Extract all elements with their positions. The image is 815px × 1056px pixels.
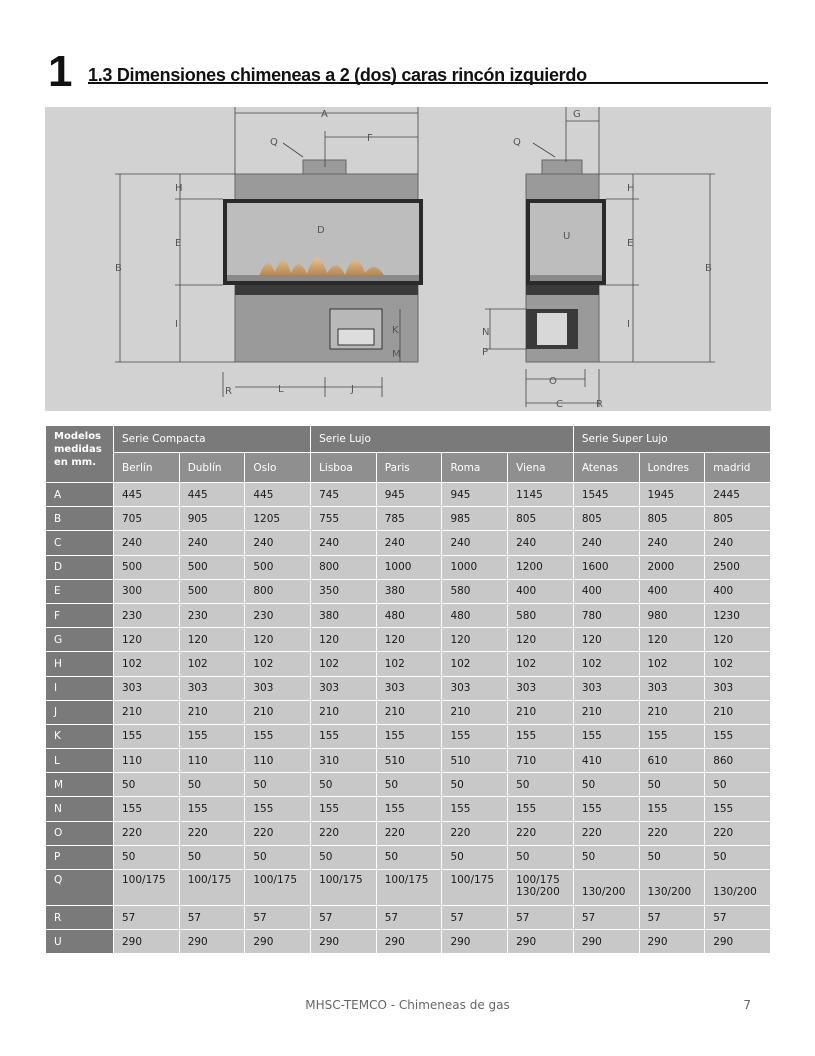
- table-cell: 290: [245, 930, 311, 954]
- table-cell: 220: [245, 821, 311, 845]
- table-cell: 210: [376, 700, 442, 724]
- table-cell: 240: [639, 531, 705, 555]
- table-cell: 120: [311, 628, 377, 652]
- table-cell: 50: [508, 773, 574, 797]
- model-header: Viena: [508, 453, 574, 483]
- row-label: R: [46, 906, 114, 930]
- table-cell: 240: [705, 531, 771, 555]
- table-cell: 580: [508, 603, 574, 627]
- label-Q: Q: [270, 137, 278, 148]
- label-I-side: I: [627, 319, 630, 330]
- table-cell: 210: [114, 700, 180, 724]
- table-cell: 500: [179, 579, 245, 603]
- table-cell: 57: [245, 906, 311, 930]
- series-header-row: [46, 426, 771, 453]
- model-header: Roma: [442, 453, 508, 483]
- table-cell: 240: [508, 531, 574, 555]
- table-cell: 120: [639, 628, 705, 652]
- model-header: madrid: [705, 453, 771, 483]
- table-cell: 805: [508, 507, 574, 531]
- table-cell: 50: [442, 845, 508, 869]
- table-cell: 57: [311, 906, 377, 930]
- table-cell: 800: [245, 579, 311, 603]
- table-cell: 1145: [508, 483, 574, 507]
- table-cell: 480: [376, 603, 442, 627]
- table-cell: 220: [311, 821, 377, 845]
- table-row: [46, 531, 771, 555]
- row-label: Q: [46, 870, 114, 906]
- table-cell: 985: [442, 507, 508, 531]
- table-cell: 50: [639, 773, 705, 797]
- table-cell: 50: [179, 773, 245, 797]
- table-cell: 220: [114, 821, 180, 845]
- model-header: Berlín: [114, 453, 180, 483]
- table-cell: 500: [179, 555, 245, 579]
- table-cell: 980: [639, 603, 705, 627]
- table-cell: 102: [639, 652, 705, 676]
- table-row: [46, 906, 771, 930]
- table-cell: 410: [573, 749, 639, 773]
- table-cell: 290: [442, 930, 508, 954]
- table-cell: 100/175: [114, 870, 180, 906]
- table-cell: 945: [442, 483, 508, 507]
- table-row: [46, 845, 771, 869]
- table-cell: 50: [573, 773, 639, 797]
- table-cell: 57: [179, 906, 245, 930]
- table-cell: 1200: [508, 555, 574, 579]
- table-cell: 785: [376, 507, 442, 531]
- table-cell: 240: [245, 531, 311, 555]
- table-row: [46, 870, 771, 906]
- label-E-side: E: [627, 238, 634, 249]
- corner-header: Modelos medidas en mm.: [46, 426, 114, 483]
- table-cell: 155: [508, 797, 574, 821]
- row-label: B: [46, 507, 114, 531]
- table-cell: 102: [705, 652, 771, 676]
- label-O: O: [549, 376, 557, 387]
- table-cell: 220: [573, 821, 639, 845]
- table-cell: 120: [442, 628, 508, 652]
- table-cell: 155: [573, 724, 639, 748]
- table-row: [46, 797, 771, 821]
- table-cell: 220: [639, 821, 705, 845]
- table-cell: 100/175: [442, 870, 508, 906]
- table-cell: 220: [179, 821, 245, 845]
- row-label: J: [46, 700, 114, 724]
- table-cell: 102: [376, 652, 442, 676]
- table-cell: 210: [311, 700, 377, 724]
- table-cell: 110: [114, 749, 180, 773]
- label-B: B: [115, 263, 122, 274]
- model-header: Dublín: [179, 453, 245, 483]
- table-cell: 1545: [573, 483, 639, 507]
- table-cell: 50: [573, 845, 639, 869]
- table-row: [46, 628, 771, 652]
- label-L: L: [278, 384, 284, 395]
- table-cell: 210: [573, 700, 639, 724]
- table-cell: 50: [705, 845, 771, 869]
- table-cell: 155: [442, 797, 508, 821]
- table-cell: 290: [508, 930, 574, 954]
- model-header: Paris: [376, 453, 442, 483]
- table-cell: 130/200: [639, 870, 705, 906]
- table-cell: 120: [114, 628, 180, 652]
- table-cell: 155: [245, 797, 311, 821]
- table-row: [46, 507, 771, 531]
- table-cell: 610: [639, 749, 705, 773]
- table-cell: 240: [311, 531, 377, 555]
- table-cell: 50: [114, 845, 180, 869]
- table-cell: 2000: [639, 555, 705, 579]
- table-cell: 755: [311, 507, 377, 531]
- table-cell: 240: [179, 531, 245, 555]
- row-label: P: [46, 845, 114, 869]
- series-header: Serie Compacta: [114, 426, 311, 453]
- table-cell: 155: [245, 724, 311, 748]
- table-cell: 210: [442, 700, 508, 724]
- table-cell: 310: [311, 749, 377, 773]
- table-cell: 50: [311, 773, 377, 797]
- label-H-side: H: [627, 183, 635, 194]
- table-cell: 230: [179, 603, 245, 627]
- label-C: C: [556, 399, 563, 410]
- table-cell: 102: [311, 652, 377, 676]
- label-G: G: [573, 109, 581, 120]
- label-R-side: R: [596, 399, 603, 410]
- table-cell: 303: [639, 676, 705, 700]
- table-cell: 303: [573, 676, 639, 700]
- table-row: [46, 579, 771, 603]
- table-row: [46, 652, 771, 676]
- dimensions-table: [45, 425, 771, 954]
- table-cell: 780: [573, 603, 639, 627]
- table-cell: 290: [639, 930, 705, 954]
- row-label: N: [46, 797, 114, 821]
- row-label: H: [46, 652, 114, 676]
- table-row: [46, 749, 771, 773]
- table-cell: 1205: [245, 507, 311, 531]
- label-F: F: [367, 133, 373, 144]
- table-cell: 290: [311, 930, 377, 954]
- table-cell: 400: [508, 579, 574, 603]
- table-cell: 445: [245, 483, 311, 507]
- table-cell: 100/175: [179, 870, 245, 906]
- table-cell: 57: [508, 906, 574, 930]
- row-label: G: [46, 628, 114, 652]
- label-E: E: [175, 238, 182, 249]
- label-D: D: [317, 225, 325, 236]
- row-label: U: [46, 930, 114, 954]
- table-cell: 1945: [639, 483, 705, 507]
- row-label: L: [46, 749, 114, 773]
- model-header: Londres: [639, 453, 705, 483]
- table-cell: 240: [573, 531, 639, 555]
- table-cell: 50: [508, 845, 574, 869]
- footer-text: MHSC-TEMCO - Chimeneas de gas: [305, 998, 510, 1012]
- table-cell: 220: [705, 821, 771, 845]
- table-cell: 290: [376, 930, 442, 954]
- table-cell: 445: [114, 483, 180, 507]
- table-cell: 303: [376, 676, 442, 700]
- table-cell: 57: [376, 906, 442, 930]
- table-cell: 100/175 130/200: [508, 870, 574, 906]
- table-cell: 500: [114, 555, 180, 579]
- table-cell: 155: [376, 724, 442, 748]
- table-cell: 290: [573, 930, 639, 954]
- table-cell: 210: [508, 700, 574, 724]
- table-cell: 303: [705, 676, 771, 700]
- table-row: [46, 603, 771, 627]
- table-cell: 155: [311, 724, 377, 748]
- table-cell: 510: [442, 749, 508, 773]
- table-cell: 710: [508, 749, 574, 773]
- table-cell: 57: [705, 906, 771, 930]
- table-cell: 155: [114, 797, 180, 821]
- table-cell: 580: [442, 579, 508, 603]
- table-cell: 155: [311, 797, 377, 821]
- table-cell: 155: [179, 724, 245, 748]
- label-K: K: [392, 325, 399, 336]
- table-cell: 945: [376, 483, 442, 507]
- table-cell: 480: [442, 603, 508, 627]
- dimension-diagram: [45, 107, 771, 411]
- label-I: I: [175, 319, 178, 330]
- table-cell: 130/200: [705, 870, 771, 906]
- table-cell: 155: [179, 797, 245, 821]
- table-cell: 380: [311, 603, 377, 627]
- table-cell: 210: [639, 700, 705, 724]
- series-header: Serie Super Lujo: [573, 426, 770, 453]
- table-cell: 155: [114, 724, 180, 748]
- table-cell: 57: [442, 906, 508, 930]
- table-cell: 240: [442, 531, 508, 555]
- table-row: [46, 724, 771, 748]
- chapter-number: 1: [48, 47, 73, 96]
- table-cell: 380: [376, 579, 442, 603]
- series-header: Serie Lujo: [311, 426, 574, 453]
- table-cell: 510: [376, 749, 442, 773]
- table-body: [46, 483, 771, 954]
- table-cell: 303: [311, 676, 377, 700]
- row-label: I: [46, 676, 114, 700]
- table-cell: 50: [376, 773, 442, 797]
- table-cell: 130/200: [573, 870, 639, 906]
- table-cell: 102: [114, 652, 180, 676]
- table-cell: 120: [573, 628, 639, 652]
- table-cell: 905: [179, 507, 245, 531]
- table-cell: 290: [705, 930, 771, 954]
- title-rule: [88, 82, 768, 84]
- table-cell: 300: [114, 579, 180, 603]
- table-cell: 805: [639, 507, 705, 531]
- table-cell: 120: [179, 628, 245, 652]
- model-header: Oslo: [245, 453, 311, 483]
- table-cell: 210: [245, 700, 311, 724]
- table-cell: 240: [114, 531, 180, 555]
- table-cell: 155: [442, 724, 508, 748]
- model-header: Lisboa: [311, 453, 377, 483]
- table-cell: 57: [114, 906, 180, 930]
- label-J: J: [351, 384, 354, 395]
- table-cell: 400: [639, 579, 705, 603]
- table-cell: 705: [114, 507, 180, 531]
- table-cell: 102: [442, 652, 508, 676]
- table-cell: 50: [639, 845, 705, 869]
- table-cell: 745: [311, 483, 377, 507]
- table-cell: 50: [311, 845, 377, 869]
- label-U: U: [563, 231, 571, 242]
- table-cell: 303: [114, 676, 180, 700]
- table-cell: 220: [508, 821, 574, 845]
- page-number: 7: [743, 998, 751, 1012]
- table-cell: 50: [705, 773, 771, 797]
- row-label: F: [46, 603, 114, 627]
- table-cell: 860: [705, 749, 771, 773]
- model-header-row: [46, 453, 771, 483]
- table-cell: 102: [179, 652, 245, 676]
- table-cell: 102: [245, 652, 311, 676]
- table-cell: 303: [508, 676, 574, 700]
- table-cell: 2500: [705, 555, 771, 579]
- table-cell: 2445: [705, 483, 771, 507]
- page-header: [46, 47, 768, 96]
- table-cell: 445: [179, 483, 245, 507]
- table-cell: 57: [639, 906, 705, 930]
- table-cell: 155: [508, 724, 574, 748]
- table-cell: 805: [573, 507, 639, 531]
- table-cell: 350: [311, 579, 377, 603]
- label-P: P: [482, 347, 489, 358]
- label-R: R: [225, 386, 232, 397]
- table-cell: 230: [245, 603, 311, 627]
- table-cell: 303: [179, 676, 245, 700]
- table-cell: 800: [311, 555, 377, 579]
- table-cell: 110: [245, 749, 311, 773]
- table-row: [46, 555, 771, 579]
- table-cell: 100/175: [245, 870, 311, 906]
- row-label: K: [46, 724, 114, 748]
- table-cell: 155: [573, 797, 639, 821]
- table-cell: 120: [705, 628, 771, 652]
- row-label: O: [46, 821, 114, 845]
- table-cell: 290: [114, 930, 180, 954]
- table-cell: 155: [705, 724, 771, 748]
- label-N: N: [482, 327, 490, 338]
- table-cell: 155: [639, 724, 705, 748]
- table-cell: 1000: [376, 555, 442, 579]
- table-cell: 290: [179, 930, 245, 954]
- label-B-side: B: [705, 263, 712, 274]
- table-cell: 500: [245, 555, 311, 579]
- table-cell: 805: [705, 507, 771, 531]
- table-cell: 155: [639, 797, 705, 821]
- table-cell: 1230: [705, 603, 771, 627]
- table-cell: 120: [376, 628, 442, 652]
- table-cell: 155: [705, 797, 771, 821]
- label-M: M: [392, 349, 401, 360]
- row-label: M: [46, 773, 114, 797]
- table-cell: 400: [705, 579, 771, 603]
- table-cell: 210: [179, 700, 245, 724]
- row-label: A: [46, 483, 114, 507]
- section-title: 1.3 Dimensiones chimeneas a 2 (dos) caras rincón izquierdo: [88, 65, 587, 85]
- table-cell: 120: [245, 628, 311, 652]
- table-row: [46, 483, 771, 507]
- row-label: D: [46, 555, 114, 579]
- table-row: [46, 821, 771, 845]
- table-cell: 57: [573, 906, 639, 930]
- table-row: [46, 930, 771, 954]
- table-cell: 102: [508, 652, 574, 676]
- table-cell: 400: [573, 579, 639, 603]
- label-H: H: [175, 183, 183, 194]
- table-cell: 100/175: [311, 870, 377, 906]
- table-cell: 120: [508, 628, 574, 652]
- label-Q-side: Q: [513, 137, 521, 148]
- table-row: [46, 676, 771, 700]
- table-cell: 220: [442, 821, 508, 845]
- table-cell: 210: [705, 700, 771, 724]
- table-cell: 102: [573, 652, 639, 676]
- table-cell: 1600: [573, 555, 639, 579]
- table-cell: 110: [179, 749, 245, 773]
- label-A: A: [321, 109, 328, 120]
- table-row: [46, 773, 771, 797]
- row-label: C: [46, 531, 114, 555]
- table-cell: 230: [114, 603, 180, 627]
- table-cell: 1000: [442, 555, 508, 579]
- table-cell: 50: [376, 845, 442, 869]
- table-cell: 100/175: [376, 870, 442, 906]
- table-cell: 50: [179, 845, 245, 869]
- table-cell: 303: [245, 676, 311, 700]
- table-cell: 50: [245, 773, 311, 797]
- table-cell: 50: [114, 773, 180, 797]
- table-cell: 50: [442, 773, 508, 797]
- model-header: Atenas: [573, 453, 639, 483]
- table-cell: 220: [376, 821, 442, 845]
- table-cell: 303: [442, 676, 508, 700]
- side-view: [526, 160, 606, 362]
- table-cell: 240: [376, 531, 442, 555]
- table-cell: 50: [245, 845, 311, 869]
- table-row: [46, 700, 771, 724]
- row-label: E: [46, 579, 114, 603]
- table-cell: 155: [376, 797, 442, 821]
